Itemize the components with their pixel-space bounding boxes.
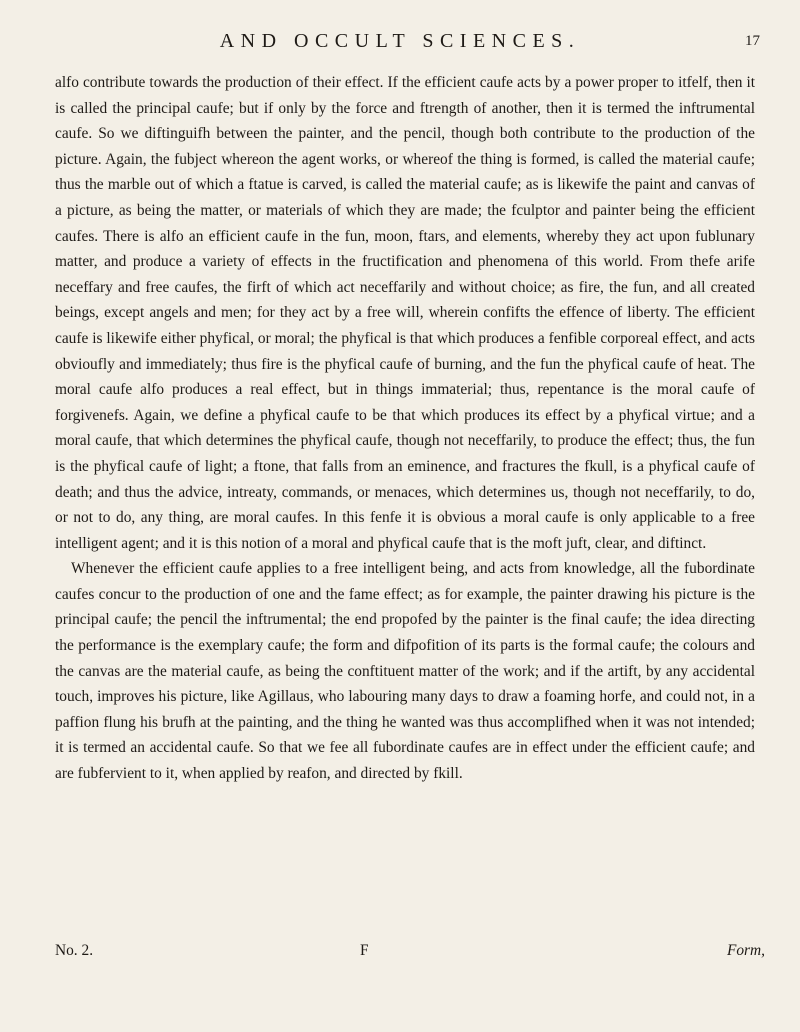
paragraph-2: Whenever the efficient caufe applies to a free intelligent being, and acts from knowledge, all the fubordinate caufes concur to the production of one and the fame effect; as for example, the painter drawing his picture is the principal caufe; the pencil the inftrumental; the end propofed by the painter is the final caufe; the idea directing the performance is the exemplary caufe; the form and difpofition of its parts is the formal caufe; the colours and the canvas are the material caufe, as being the conftituent matter of the work; and if the artift, by any accidental touch, improves his picture, like Agillaus, who labouring many days to draw a foaming horfe, and could not, in a paffion flung his brufh at the painting, and the thing he wanted was thus accomplifhed when it was not intended; it is termed an accidental caufe. So that we fee all fubordinate caufes are in effect under the efficient caufe; and are fubfervient to it, when applied by reafon, and directed by fkill.: [55, 560, 755, 783]
signature-number: No. 2.: [55, 942, 94, 959]
signature-letter: F: [360, 942, 369, 959]
running-header: AND OCCULT SCIENCES.: [219, 30, 581, 52]
page-number: 17: [745, 33, 760, 49]
paragraph-1: alfo contribute towards the production of their effect. If the efficient caufe acts by a power proper to itfelf, then it is called the principal caufe; but if only by the force and ftrength of another, then it is termed the inftrumental caufe. So we diftinguifh between the painter, and the pencil, though both contribute to the production of the picture. Again, the fubject whereon the agent works, or whereof the thing is formed, is called the material caufe; thus the marble out of which a ftatue is carved, is called the material caufe; as is likewife the paint and canvas of a picture, as being the matter, or materials of which they are made; the fculptor and painter being the efficient caufes. There is alfo an efficient caufe in the fun, moon, ftars, and elements, whereby they act upon fublunary matter, and produce a variety of effects in the fructification and phenomena of this world. From thefe arife neceffary and free caufes, the firft of which act neceffarily and without choice; as fire, the fun, and all created beings, except angels and men; for they act by a free will, wherein confifts the effence of liberty. The efficient caufe is likewife either phyfical, or moral; the phyfical is that which produces a fenfible corporeal effect, and acts obvioufly and immediately; thus fire is the phyfical caufe of burning, and the fun the phyfical caufe of heat. The moral caufe alfo produces a real effect, but in things immaterial; thus, repentance is the moral caufe of forgivenefs. Again, we define a phyfical caufe to be that which produces its effect by a phyfical virtue; and a moral caufe, that which determines the phyfical caufe, though not neceffarily, to produce the effect; thus, the fun is the phyfical caufe of light; a ftone, that falls from an eminence, and fractures the fkull, is a phyfical caufe of death; and thus the advice, intreaty, commands, or menaces, which determines us, though not neceffarily, to do, or not to do, any thing, are moral caufes. In this fenfe it is obvious a moral caufe is only applicable to a free intelligent agent; and it is this notion of a moral and phyfical caufe that is the moft juft, clear, and diftinct.: [55, 74, 755, 552]
body-text: [55, 70, 755, 787]
catchword: Form,: [726, 942, 765, 959]
